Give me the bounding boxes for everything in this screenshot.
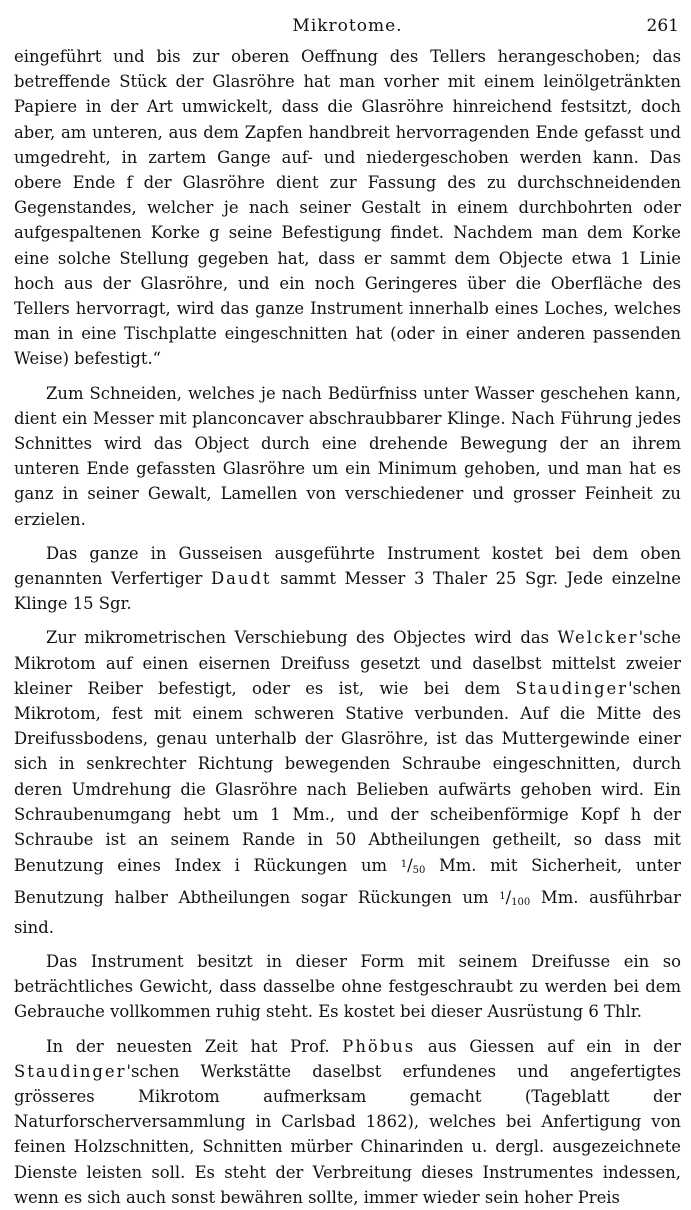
- paragraph-micrometric: [14, 625, 681, 939]
- micrometric-text-5: Mm. ausführbar sind.: [14, 887, 681, 937]
- name-staudinger: Staudinger: [14, 1061, 127, 1081]
- fraction-one-fiftieth: $^1/_{50}$: [400, 856, 426, 877]
- fraction-denominator: 100: [511, 896, 531, 908]
- fraction-numerator: 1: [499, 890, 506, 902]
- micrometric-text-3: 'schen Mikrotom, fest mit einem schweren Stative verbunden. Auf die Mitte des Dreifussbodens, genau unterhalb der Glasröhre, ist das Muttergewinde einer sich in senkrechter Richtung bewegenden Schraube eingeschnitten, durch deren Umdrehung die Glasröhre nach Belieben aufwärts gehoben wird. Ein Schraubenumgang hebt um 1 Mm., und der scheibenförmige Kopf h der Schraube ist an seinem Rande in 50 Abtheilungen getheilt, so dass mit Benutzung eines Index i Rückungen um: [14, 678, 681, 876]
- running-title: Mikrotome.: [292, 16, 403, 36]
- fraction-denominator: 50: [412, 865, 426, 877]
- paragraph-phoebus: [14, 1034, 681, 1210]
- fraction-one-hundredth: $^1/_{100}$: [499, 887, 531, 908]
- paragraph-price: [14, 541, 681, 617]
- fraction-numerator: 1: [400, 859, 408, 871]
- micrometric-text-1: Zur mikrometrischen Verschiebung des Objectes wird das: [46, 628, 558, 648]
- page-header: [14, 16, 681, 44]
- phoebus-text-3: 'schen Werkstätte daselbst erfundenes und angefertigtes grösseres Mikrotom aufmerksam gemacht (Tageblatt der Naturforscherversammlung in Carlsbad 1862), welches bei Anfertigung von feinen Holzschnitten, Schnitten mürber Chinarinden u. dergl. ausgezeichnete Dienste leisten soll. Es steht der Verbreitung dieses Instrumentes indessen, wenn es sich auch sonst bewähren sollte, immer wieder sein hoher Preis: [14, 1061, 681, 1207]
- phoebus-text-2: aus Giessen auf ein in der: [415, 1036, 681, 1056]
- micrometric-text-2: 'sche Mikrotom auf einen eisernen Dreifuss gesetzt und daselbst mittelst zweier kleiner Reiber befestigt, oder es ist, wie bei dem: [14, 628, 681, 698]
- micrometric-text-4: Mm. mit Sicherheit, unter Benutzung halber Abtheilungen sogar Rückungen um: [14, 856, 681, 907]
- paragraph-weight: Das Instrument besitzt in dieser Form mit seinem Dreifusse ein so beträchtliches Gewicht, dass dasselbe ohne festgeschraubt zu werden bei dem Gebrauche vollkommen ruhig steht. Es kostet bei dieser Ausrüstung 6 Thlr.: [14, 951, 681, 1022]
- phoebus-text-1: In der neuesten Zeit hat Prof.: [46, 1036, 343, 1056]
- price-text-start: Das ganze in Gusseisen ausgeführte Instrument kostet bei dem oben genannten Verfertiger: [14, 543, 681, 589]
- price-text-end: sammt Messer 3 Thaler 25 Sgr. Jede einzelne Klinge 15 Sgr.: [14, 569, 681, 614]
- name-welcker: Welcker: [557, 628, 639, 648]
- page-number: 261: [646, 16, 679, 36]
- maker-name: Daudt: [210, 569, 272, 589]
- paragraph-continued: eingeführt und bis zur oberen Oeffnung des Tellers herangeschoben; das betreffende Stück der Glasröhre hat man vorher mit einem leinölgetränkten Papiere in der Art umwickelt, dass die Glasröhre hinreichend festsitzt, doch aber, am unteren, aus dem Zapfen handbreit hervorragenden Ende gefasst und umgedreht, in zartem Gange auf- und niedergeschoben werden kann. Das obere Ende f der Glasröhre dient zur Fassung des zu durchschneidenden Gegenstandes, welcher je nach seiner Gestalt in einem durchbohrten oder aufgespaltenen Korke g seine Befestigung findet. Nachdem man dem Korke eine solche Stellung gegeben hat, dass er sammt dem Objecte etwa 1 Linie hoch aus der Glasröhre, und ein noch Geringeres über die Oberfläche des Tellers hervorragt, wird das ganze Instrument innerhalb eines Loches, welches man in eine Tischplatte eingeschnitten hat (oder in einer anderen passenden Weise) befestigt.“: [14, 47, 681, 369]
- name-phoebus: Phöbus: [342, 1036, 416, 1056]
- body-text: [14, 44, 681, 1210]
- paragraph-cutting: Zum Schneiden, welches je nach Bedürfniss unter Wasser geschehen kann, dient ein Messer mit planconcaver abschraubbarer Klinge. Nach Führung jedes Schnittes wird das Object durch eine drehende Bewegung der an ihrem unteren Ende gefassten Glasröhre um ein Minimum gehoben, und man hat es ganz in seiner Gewalt, Lamellen von verschiedener und grosser Feinheit zu erzielen.: [14, 383, 681, 529]
- name-staudinger: Staudinger: [515, 678, 629, 698]
